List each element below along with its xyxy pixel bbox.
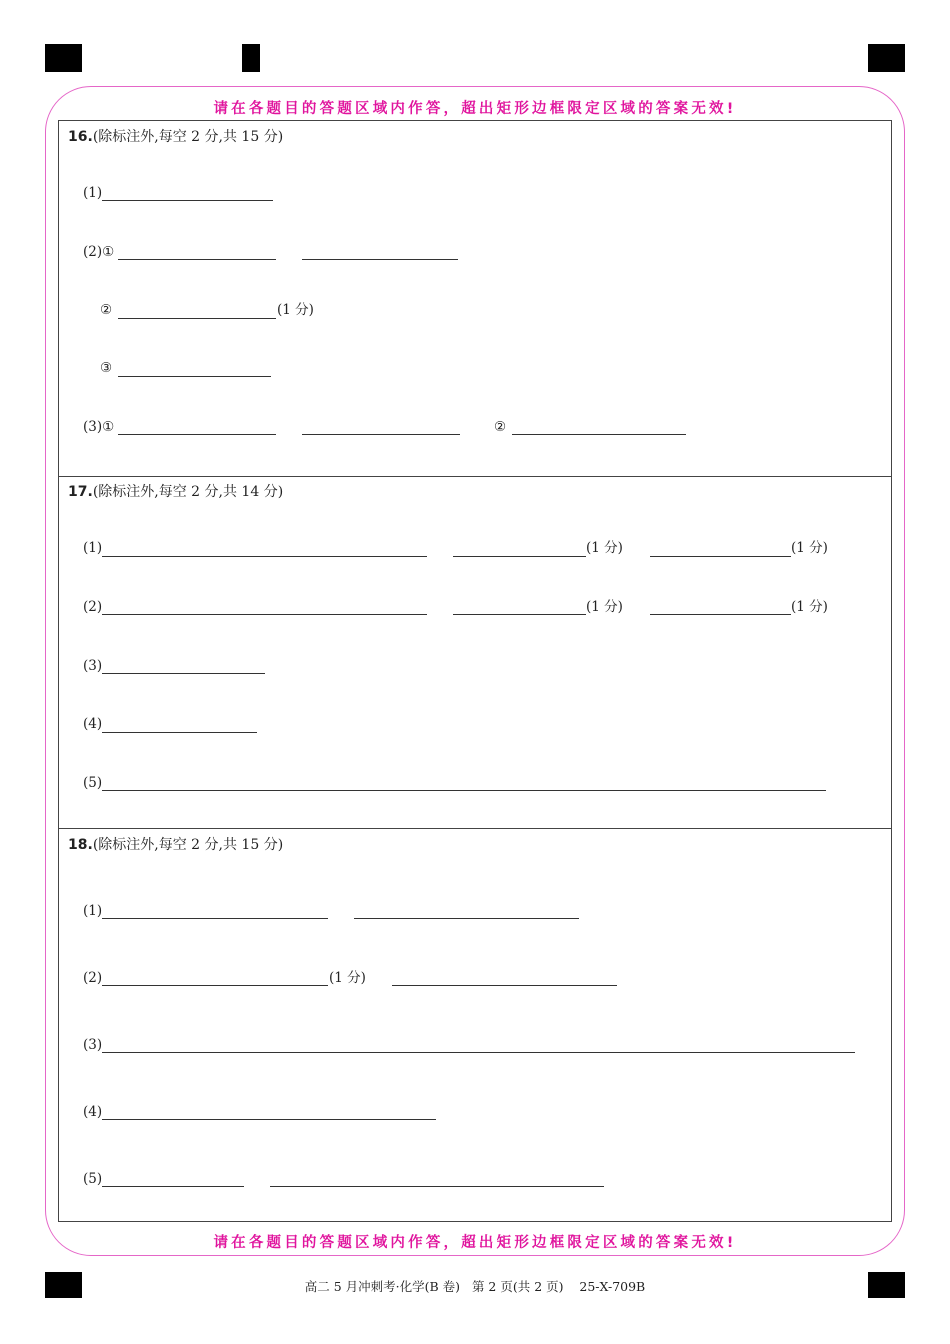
q17-part-3-label: (3) <box>83 658 103 674</box>
q16-part-2-1-blank-b[interactable] <box>302 259 458 260</box>
q17-part-2-blank-b[interactable] <box>453 614 586 615</box>
q17-part-1-score-c: (1 分) <box>791 540 828 556</box>
q17-part-5-label: (5) <box>83 775 103 791</box>
q16-part-2-1-label: (2)① <box>83 244 115 260</box>
q17-part-1-blank-c[interactable] <box>650 556 791 557</box>
registration-mark-top-center <box>242 44 260 72</box>
q18-part-2-blank-b[interactable] <box>392 985 617 986</box>
q16-part-3-1-label: (3)① <box>83 419 115 435</box>
q17-part-1-blank-a[interactable] <box>102 556 427 557</box>
q18-part-1-blank-b[interactable] <box>354 918 579 919</box>
q18-part-2-score: (1 分) <box>329 970 366 986</box>
q18-part-5-blank-a[interactable] <box>102 1186 244 1187</box>
registration-mark-top-right <box>868 44 905 72</box>
q16-part-3-1-blank-b[interactable] <box>302 434 460 435</box>
q16-part-1-blank[interactable] <box>102 200 273 201</box>
q17-part-5-blank[interactable] <box>102 790 826 791</box>
q17-part-2-score-c: (1 分) <box>791 599 828 615</box>
q16-part-2-2-score: (1 分) <box>277 302 314 318</box>
q18-part-5-blank-b[interactable] <box>270 1186 604 1187</box>
q18-part-2-label: (2) <box>83 970 103 986</box>
q17-part-2-blank-c[interactable] <box>650 614 791 615</box>
q16-part-3-2-label: ② <box>494 419 507 435</box>
q18-part-1-blank-a[interactable] <box>102 918 328 919</box>
page-footer: 高二 5 月冲刺考·化学(B 卷) 第 2 页(共 2 页) 25-X-709B <box>304 1279 646 1294</box>
q17-part-2-blank-a[interactable] <box>102 614 427 615</box>
q18-part-2-blank-a[interactable] <box>102 985 328 986</box>
q18-part-4-label: (4) <box>83 1104 103 1120</box>
q16-part-2-3-label: ③ <box>100 360 113 376</box>
registration-mark-top-left <box>45 44 82 72</box>
q17-part-2-label: (2) <box>83 599 103 615</box>
q18-part-1-label: (1) <box>83 903 103 919</box>
q16-part-3-1-blank-a[interactable] <box>118 434 276 435</box>
q17-part-2-score-b: (1 分) <box>586 599 623 615</box>
q16-part-2-1-blank-a[interactable] <box>118 259 276 260</box>
q17-part-1-label: (1) <box>83 540 103 556</box>
q18-part-4-blank[interactable] <box>102 1119 436 1120</box>
q17-part-4-label: (4) <box>83 716 103 732</box>
q18-part-3-blank[interactable] <box>102 1052 855 1053</box>
q17-part-1-score-b: (1 分) <box>586 540 623 556</box>
q17-part-4-blank[interactable] <box>102 732 257 733</box>
section-divider-18 <box>58 828 892 829</box>
answer-box <box>58 120 892 1222</box>
q18-part-3-label: (3) <box>83 1037 103 1053</box>
q16-part-2-3-blank[interactable] <box>118 376 271 377</box>
notice-bottom: 请在各题目的答题区域内作答，超出矩形边框限定区域的答案无效! <box>213 1235 737 1251</box>
q17-part-3-blank[interactable] <box>102 673 265 674</box>
notice-top: 请在各题目的答题区域内作答，超出矩形边框限定区域的答案无效! <box>213 101 737 117</box>
q16-part-3-2-blank[interactable] <box>512 434 686 435</box>
q16-part-2-2-label: ② <box>100 302 113 318</box>
question-16-title: 16.(除标注外,每空 2 分,共 15 分) <box>68 129 284 145</box>
q18-part-5-label: (5) <box>83 1171 103 1187</box>
q16-part-2-2-blank[interactable] <box>118 318 276 319</box>
q16-part-1-label: (1) <box>83 185 103 201</box>
q17-part-1-blank-b[interactable] <box>453 556 586 557</box>
section-divider-17 <box>58 476 892 477</box>
question-17-title: 17.(除标注外,每空 2 分,共 14 分) <box>68 484 284 500</box>
question-18-title: 18.(除标注外,每空 2 分,共 15 分) <box>68 837 284 853</box>
